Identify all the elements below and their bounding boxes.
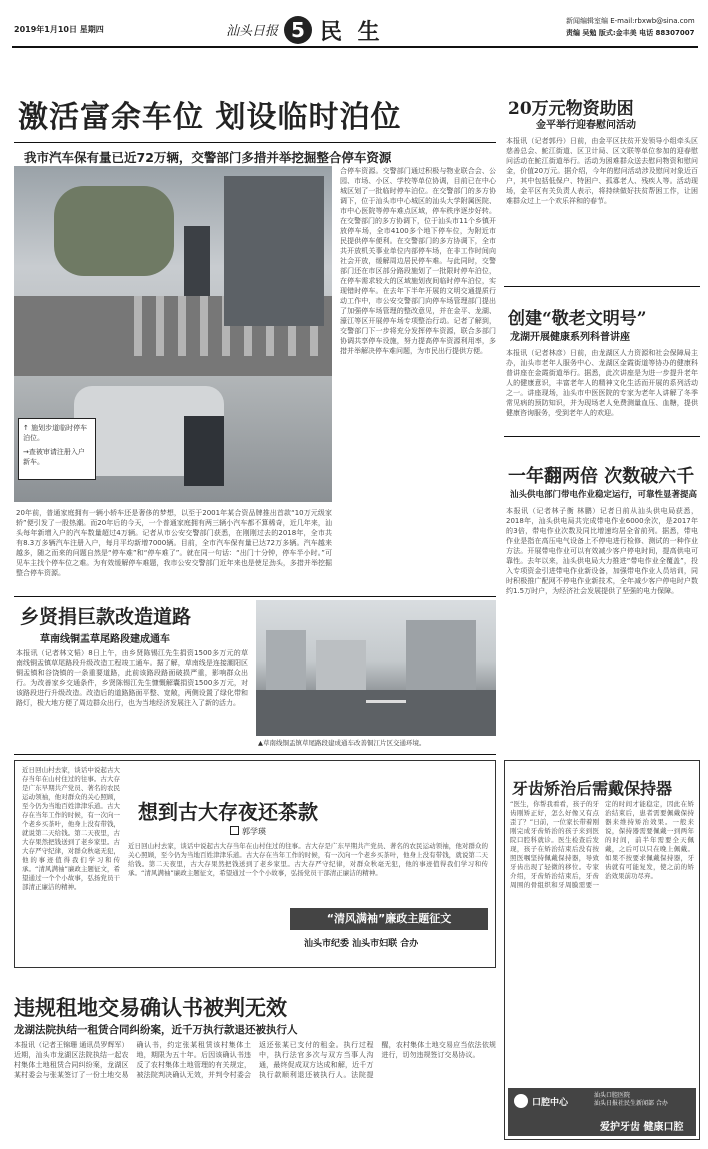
road-bottom-rule: [14, 754, 496, 755]
rent-title: 违规租地交易确认书被判无效: [14, 995, 287, 1020]
aid-subtitle: 金平举行迎春慰问活动: [536, 120, 636, 131]
lead-body-right: 合停车资源。交警部门通过积极与物业联合会、公园、市场、小区、学校等单位协调，目前已在中心城区划了一批临时停车泊位。在交警部门的多方协调下，位于汕头市中心城区的汕头大学附属医院、市中心医院等停车难点区域，停车秩序逐步好转。在交警部门的多方协调下，位于汕头市11个乡镇开放停车场，全市4100多个地下停车位，为附近市民提供停车便利。在交警部门的多方协调下，全市共开放机关事业单位内部停车场，在非工作时间向社会开放，缓解周边居民停车难。与此同时，交警部门还在市区部分路段施划了一批限时停车泊位，在停车需求较大的区域施划夜间临时停车泊位，实现错时停车。在去年下半年开展的文明交通提质行动工作中，市公安交警部门向停车场管理部门提出了加强停车场管理的整改意见，并在金平、龙湖、濠江等区开展停车场专项整治行动。记者了解到，交警部门下一步将充分发挥停车资源，联合多部门协调共享停车设施，努力提高停车资源利用率，多措并举解决停车难问题，为市民出行提供方便。: [340, 167, 496, 355]
elderly-title: 创建“敬老文明号”: [508, 309, 647, 329]
paper-logo: 汕头日报: [226, 24, 279, 39]
tea-banner: [290, 908, 488, 930]
dental-footer-slogan: 爱护牙齿 健康口腔: [600, 1122, 684, 1133]
road-title: 乡贤捐巨款改造道路: [20, 606, 192, 628]
lead-body-left: 20年前，普通家庭拥有一辆小轿车还是奢侈的梦想，以至于2001年某合资品牌推出首款“10万元级家轿”便引发了一股热潮。而20年后的今天，一个普通家庭拥有两三辆小汽车都不算稀奇，近几年来，汕头每年新增入户的汽车数量超过4万辆。记者从市公安交警部门获悉，在刚刚过去的2018年，全市共有8.3万多辆汽车注册入户，每月平均新增7000辆。目前，全市汽车保有量已达72万多辆。汽车越来越多，随之而来的问题自然是“停车难”和“停车难了”。就在同一句话：“出门十分钟，停车半小时。”可见车主找个停车位之难。为有效缓解停车难题，我市公安交警部门近年来也是使足劲头，多措并举挖掘整合停车资源。: [16, 509, 332, 577]
tea-title: 想到古大存夜还茶款: [138, 800, 318, 824]
dental-body: “医生，你帮我看看，孩子的牙齿刚矫正好，怎么好像又有点歪了？”日前，一位家长带着刚刚完成牙齿矫治的孩子来到医院口腔科就诊。医生检查后发现，孩子在矫治结束后没有按照医嘱坚持佩戴保持器，导致牙齿出现了轻微的移位。专家介绍，牙齿矫治结束后，牙齿周围的骨组织和牙周膜需要一定的时间才能稳定，因此在矫治结束后，患者需要佩戴保持器来维持矫治效果。一般来说，保持器需要佩戴一到两年的时间，前半年需要全天佩戴，之后可以只在晚上佩戴。如果不按要求佩戴保持器，牙齿就有可能复发，使之前的矫治效果前功尽弃。: [510, 800, 694, 889]
editor-line-1: 新闻编辑室编 E-mail:rbxwb@sina.com: [566, 17, 695, 25]
tea-banner-sub: 汕头市纪委 汕头市妇联 合办: [304, 939, 419, 949]
dental-footer-partner: 汕头口腔医院 汕头日报社民生新闻部 合办: [594, 1092, 668, 1107]
tooth-icon: [514, 1094, 528, 1108]
page-number-badge: [284, 16, 312, 44]
power-title: 一年翻两倍 次数破六千: [508, 466, 695, 487]
tea-author-name: 郭学瑛: [242, 827, 266, 836]
aid-rule: [504, 286, 700, 287]
road-subtitle: 草南线铜盂草尾路段建成通车: [40, 634, 170, 645]
lead-caption-1: ↑ 施划步道临时停车泊位。: [23, 424, 88, 442]
lead-title: 激活富余车位 划设临时泊位: [18, 100, 402, 135]
header-date: 2019年1月10日 星期四: [14, 25, 104, 34]
page-number: 5: [291, 18, 305, 42]
power-subtitle: 汕头供电部门带电作业稳定运行，可靠性显著提高: [510, 490, 698, 500]
elderly-rule: [504, 436, 700, 437]
tea-author: [230, 826, 266, 837]
lead-bottom-rule: [14, 596, 496, 597]
editor-line-2: 责编 吴勉 版式:金丰美 电话 88307007: [566, 29, 695, 37]
lead-caption-2: →查被审请注册入户新车。: [23, 448, 85, 466]
lead-subtitle: 我市汽车保有量已近72万辆，交警部门多措并举挖掘整合停车资源: [24, 150, 392, 165]
dental-footer-brand: 口腔中心: [532, 1098, 569, 1108]
tea-body-left: 近日回山村去家，谈话中说起古大存当年在山村住过的往事。古大存是广东早期共产党员、著名的农民运动领袖，他对群众的关心照顾，至今仍为当地百姓津津乐道。古大存在当年工作的时候，有一次向一个老乡买茶叶，他身上没有带钱，就说第二天给钱。第二天夜里，古大存果然把钱送到了老乡家里。古大存严守纪律，对群众秋毫无犯，他的事迹值得我们学习和传承。“清风满袖”廉政主题征文，希望通过一个个小故事，弘扬党员干部清正廉洁的精神。: [22, 766, 120, 891]
lead-caption-box: [18, 418, 96, 480]
author-square-icon: [230, 826, 239, 835]
rent-body: 本报讯（记者王锦珊 通讯员罗辉军）近期，汕头市龙湖区法院执结一起农村集体土地租赁合同纠纷案，龙湖区某村委会与张某签订了一份土地交易确认书，约定张某租赁该村集体土地，期限为五十年。后因该确认书违反了农村集体土地管理的有关规定，被法院判决确认无效，并判令村委会返还张某已支付的租金。执行过程中，执行法官多次与双方当事人沟通，最终促成双方达成和解，近千万执行款顺利退还被执行人。法院提醒，农村集体土地交易应当依法依规进行，切勿违规签订交易协议。: [14, 1041, 496, 1079]
elderly-subtitle: 龙湖开展健康系列科普讲座: [510, 332, 630, 343]
section-name: 民 生: [320, 20, 384, 45]
dental-footer: [508, 1088, 696, 1136]
power-body: 本报讯（记者林子衡 林鹏）记者日前从汕头供电局获悉，2018年，汕头供电局共完成带电作业6000余次，是2017年的3倍，带电作业次数及同比增速均居全省前列。据悉，带电作业是指在高压电气设备上不停电进行检修、测试的一种作业方法。开展带电作业可以有效减少客户停电时间，提高供电可靠性。去年以来，汕头供电局大力推进“带电作业全覆盖”，投入专项资金引进带电作业新设备，加强带电作业人员培训，同时积极推广配网不停电作业新技术，全年减少客户停电时户数约1.5万时户，为经济社会发展提供了坚强的电力保障。: [506, 507, 698, 595]
road-photo: [256, 600, 496, 736]
aid-title: 20万元物资助困: [508, 99, 634, 119]
rent-subtitle: 龙湖法院执结一租赁合同纠纷案，近千万执行款退还被执行人: [14, 1024, 298, 1036]
tea-body-right: 近日回山村去家，谈话中说起古大存当年在山村住过的往事。古大存是广东早期共产党员、著名的农民运动领袖，他对群众的关心照顾，至今仍为当地百姓津津乐道。古大存在当年工作的时候，有一次向一个老乡买茶叶，他身上没有带钱，就说第二天给钱。第二天夜里，古大存果然把钱送到了老乡家里。古大存严守纪律，对群众秋毫无犯，他的事迹值得我们学习和传承。“清风满袖”廉政主题征文，希望通过一个个小故事，弘扬党员干部清正廉洁的精神。: [128, 842, 488, 877]
road-body: 本报讯（记者林文韬）8日上午，由乡贤陈锡江先生捐资1500多万元的草南线铜盂镇草尾路段升级改造工程竣工通车。据了解，草南线是连接潮阳区铜盂镇和谷饶镇的一条重要道路，此前该路段路面破损严重，影响群众出行。为改善家乡交通条件，乡贤陈锡江先生慷慨解囊捐资1500多万元，对该路段进行升级改造。改造后的道路路面平整、宽敞，两侧设置了绿化带和路灯，极大地方便了周边群众出行，也为当地经济发展注入了新的活力。: [16, 649, 248, 707]
lead-subtitle-rule: [14, 142, 496, 143]
road-caption: ▲草南线铜盂镇草尾路段建成通车改善铜江片区交通环境。: [258, 739, 426, 747]
elderly-body: 本报讯（记者林彦）日前，由龙湖区人力资源和社会保障局主办，汕头市老年人服务中心、龙湖区金霞街道等协办的健康科普讲座在金霞街道举行。据悉，此次讲座是为进一步提升老年人的健康意识，丰富老年人的精神文化生活而开展的系列活动之一。讲座现场，汕头市中医医院的专家为老年人讲解了冬季常见病的预防知识，并为现场老人免费测量血压、血糖，提供健康咨询服务，受到老年人的欢迎。: [506, 349, 698, 417]
tea-banner-title: “清风满袖”廉政主题征文: [326, 912, 452, 925]
header-rule: [12, 46, 698, 48]
dental-title: 牙齿矫治后需戴保持器: [512, 779, 673, 798]
aid-body: 本报讯（记者郭丹）日前，由金平区扶贫开发领导小组牵头区慈善总会、鮀江街道、区卫计局、区文联等单位参加的迎春慰问活动在鮀江街道举行。活动为困难群众送去慰问物资和慰问金，价值20万元。据介绍，今年的慰问活动涉及慰问对象近百户，其中包括低保户、特困户、孤寡老人、残疾人等。活动现场，金平区有关负责人表示，将持续做好扶贫帮困工作，让困难群众过上一个欢乐祥和的春节。: [506, 137, 698, 205]
